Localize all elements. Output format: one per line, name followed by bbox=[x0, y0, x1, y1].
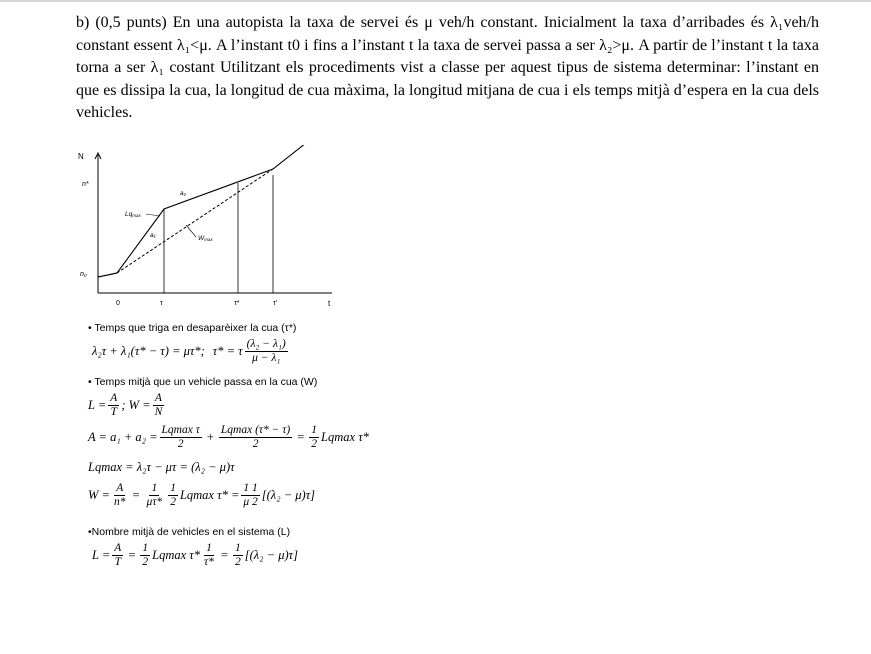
w-line-lhs: W = bbox=[88, 488, 110, 502]
fraction: $\frac{A}{T}$ bbox=[114, 542, 122, 568]
l-mid: Lqmax τ* bbox=[152, 548, 201, 562]
l-lhs: L = bbox=[88, 398, 107, 412]
w-line-tail: [(λ₂ − μ)τ] bbox=[261, 488, 316, 502]
fraction: $\frac{\text{(λ₂ − λ₁)}}{\text{μ − λ₁}}$ bbox=[246, 338, 286, 364]
label-w: Wmax bbox=[198, 235, 213, 242]
area-tail: Lqmax τ* bbox=[321, 430, 369, 444]
plus: + bbox=[206, 430, 214, 444]
l-tail: [(λ₂ − μ)τ] bbox=[244, 548, 298, 562]
heading-dissipation: • Temps que triga en desaparèixer la cua (τ*) bbox=[88, 322, 297, 334]
l-lhs: L = bbox=[92, 548, 111, 562]
fraction: $\frac{A}{T}$ bbox=[110, 392, 118, 418]
departures-line bbox=[117, 169, 273, 273]
tick-tau-star: τ* bbox=[234, 300, 240, 307]
problem-statement: b) (0,5 punts) En una autopista la taxa de servei és μ veh/h constant. Inicialment la taxa d’arribades és λ₁veh/h constant essent λ₁<μ. A l’instant t0 i fins a l’instant t la taxa de servei passa a ser λ₂>μ. A partir de l’instant t la taxa torna a ser λ₁ costant Utilitzant els procediments vist a classe per aquest tipus de sistema determinar: l’instant en que es dissipa la cua, la longitud de cua màxima, la longitud mitjana de cua i els temps mitjà d’espera en la cua dels vehicles. bbox=[76, 14, 819, 121]
label-a2: a₂ bbox=[180, 190, 187, 197]
area-lhs: A = a₁ + a₂ = bbox=[88, 430, 158, 444]
eq-balance: λ₂τ + λ₁(τ* − τ) = μτ*; bbox=[92, 344, 205, 358]
eq-tau-star-lhs: τ* = τ bbox=[212, 344, 243, 358]
tick-0: 0 bbox=[116, 300, 120, 307]
equals: = bbox=[128, 548, 136, 562]
fraction: $\frac{1}{2}$ bbox=[234, 542, 241, 568]
fraction: $\frac{1}{2}$ bbox=[311, 424, 318, 450]
formula-l bbox=[92, 542, 298, 569]
w-line-mid: Lqmax τ* = bbox=[179, 488, 240, 502]
formula-area bbox=[88, 424, 369, 451]
heading-wait-time: • Temps mitjà que un vehicle passa en la cua (W) bbox=[88, 376, 318, 388]
w-leader bbox=[186, 225, 196, 237]
tick-n0: n₀ bbox=[80, 271, 87, 278]
queue-diagram bbox=[70, 145, 350, 320]
fraction: $\frac{1}{\mu\tau*}$ bbox=[146, 482, 163, 508]
lq-leader bbox=[146, 214, 160, 216]
formula-w bbox=[88, 482, 315, 509]
y-axis-label: N bbox=[78, 152, 84, 161]
lqmax-line: Lqmax = λ₂τ − μτ = (λ₂ − μ)τ bbox=[88, 460, 235, 474]
fraction: $\frac{Lqmax (\tau* - \tau)}{2}$ bbox=[220, 424, 291, 450]
equals: = bbox=[132, 488, 140, 502]
fraction: $\frac{A}{N}$ bbox=[154, 392, 163, 418]
fraction: $\frac{1 1}{\mu 2}$ bbox=[243, 482, 258, 508]
equals: = bbox=[220, 548, 228, 562]
fraction: $\frac{1}{2}$ bbox=[170, 482, 176, 508]
fraction: $\frac{1}{\tau*}$ bbox=[204, 542, 214, 568]
fraction: $\frac{A}{n*}$ bbox=[113, 482, 126, 508]
formula-lqmax bbox=[88, 460, 235, 475]
label-lq: Lqmax bbox=[125, 211, 141, 218]
label-a1: a₁ bbox=[150, 232, 156, 239]
formula-l-w bbox=[88, 392, 166, 419]
tick-n-star: n* bbox=[82, 181, 89, 188]
tick-tau: τ bbox=[160, 300, 163, 307]
formula-dissipation bbox=[92, 338, 290, 365]
heading-mean-vehicles: •Nombre mitjà de vehicles en el sistema (L) bbox=[88, 526, 291, 538]
initial-segment bbox=[98, 273, 117, 277]
w-lhs: ; W = bbox=[121, 398, 151, 412]
tick-tau-prime: τ' bbox=[273, 300, 278, 307]
fraction: $\frac{\text{Lqmax τ}}{2}$ bbox=[161, 424, 200, 450]
x-axis-label: t bbox=[328, 299, 331, 308]
fraction: $\frac{1}{2}$ bbox=[142, 542, 149, 568]
equals: = bbox=[297, 430, 305, 444]
top-border bbox=[0, 0, 871, 2]
